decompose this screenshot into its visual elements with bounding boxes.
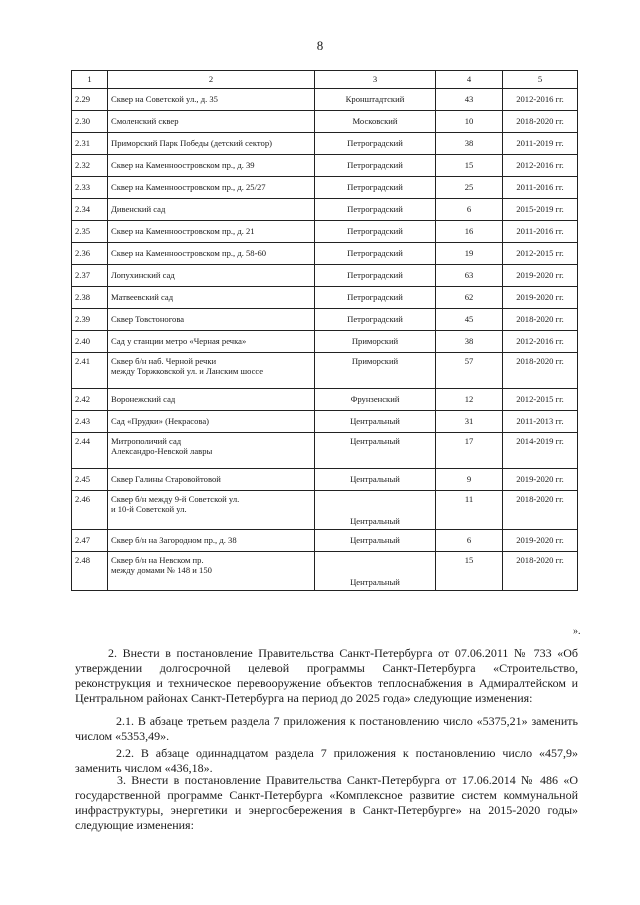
district-cell: Петроградский [315, 221, 436, 243]
object-name-cell: Лопухинский сад [108, 265, 315, 287]
objects-table [71, 70, 578, 591]
count-cell: 43 [436, 89, 503, 111]
count-cell: 11 [436, 491, 503, 530]
object-name-cell: Сквер Товстоногова [108, 309, 315, 331]
district-cell: Петроградский [315, 199, 436, 221]
row-number-cell: 2.44 [72, 433, 108, 469]
row-number-cell: 2.45 [72, 469, 108, 491]
object-name-cell: Сквер Галины Старовойтовой [108, 469, 315, 491]
district-cell: Петроградский [315, 265, 436, 287]
object-name-cell: Сквер на Каменноостровском пр., д. 58-60 [108, 243, 315, 265]
count-cell: 16 [436, 221, 503, 243]
paragraph-item-2-1: 2.1. В абзаце третьем раздела 7 приложения к постановлению число «5375,21» заменить числом «5353,49». [75, 714, 578, 743]
district-cell: Приморский [315, 353, 436, 389]
object-name-cell: Сквер б/н наб. Черной речки между Торжковской ул. и Ланским шоссе [108, 353, 315, 389]
quote-close-mark: ». [573, 626, 581, 637]
count-cell: 17 [436, 433, 503, 469]
count-cell: 6 [436, 199, 503, 221]
row-number-cell: 2.46 [72, 491, 108, 530]
count-cell: 31 [436, 411, 503, 433]
table-row [72, 89, 578, 111]
years-cell: 2012-2015 гг. [503, 243, 578, 265]
table-row [72, 433, 578, 469]
object-name-cell: Дивенский сад [108, 199, 315, 221]
table-row [72, 155, 578, 177]
row-number-cell: 2.30 [72, 111, 108, 133]
district-cell: Кронштадтский [315, 89, 436, 111]
paragraph-item-3: 3. Внести в постановление Правительства Санкт-Петербурга от 17.06.2014 № 486 «О государственной программе Санкт-Петербурга «Комплексное развитие систем коммунальной инфраструктуры, энергетики и энергосбережения в Санкт-Петербурге» на 2015-2020 годы» следующие изменения: [75, 773, 578, 832]
district-cell: Петроградский [315, 243, 436, 265]
table-row [72, 411, 578, 433]
district-cell: Центральный [315, 552, 436, 591]
table-row [72, 221, 578, 243]
object-name-cell: Сад «Прудки» (Некрасова) [108, 411, 315, 433]
row-number-cell: 2.41 [72, 353, 108, 389]
district-cell: Петроградский [315, 177, 436, 199]
count-cell: 9 [436, 469, 503, 491]
row-number-cell: 2.31 [72, 133, 108, 155]
district-cell: Центральный [315, 411, 436, 433]
count-cell: 19 [436, 243, 503, 265]
years-cell: 2018-2020 гг. [503, 353, 578, 389]
object-name-cell: Приморский Парк Победы (детский сектор) [108, 133, 315, 155]
row-number-cell: 2.35 [72, 221, 108, 243]
district-cell: Петроградский [315, 287, 436, 309]
table-row [72, 177, 578, 199]
years-cell: 2018-2020 гг. [503, 552, 578, 591]
years-cell: 2011-2016 гг. [503, 177, 578, 199]
table-row [72, 309, 578, 331]
row-number-cell: 2.40 [72, 331, 108, 353]
object-name-cell: Воронежский сад [108, 389, 315, 411]
object-name-cell: Сквер на Каменноостровском пр., д. 25/27 [108, 177, 315, 199]
row-number-cell: 2.37 [72, 265, 108, 287]
count-cell: 57 [436, 353, 503, 389]
district-cell: Приморский [315, 331, 436, 353]
years-cell: 2012-2015 гг. [503, 389, 578, 411]
years-cell: 2018-2020 гг. [503, 491, 578, 530]
years-cell: 2018-2020 гг. [503, 111, 578, 133]
table-row [72, 331, 578, 353]
district-cell: Петроградский [315, 155, 436, 177]
count-cell: 6 [436, 530, 503, 552]
years-cell: 2012-2016 гг. [503, 89, 578, 111]
table-row [72, 552, 578, 591]
paragraph-item-2-2: 2.2. В абзаце одиннадцатом раздела 7 приложения к постановлению число «457,9» заменить числом «436,18». [75, 746, 578, 775]
table-row [72, 287, 578, 309]
row-number-cell: 2.42 [72, 389, 108, 411]
years-cell: 2018-2020 гг. [503, 309, 578, 331]
count-cell: 38 [436, 331, 503, 353]
row-number-cell: 2.32 [72, 155, 108, 177]
object-name-cell: Сквер б/н на Загородном пр., д. 38 [108, 530, 315, 552]
header-cell: 2 [108, 71, 315, 89]
count-cell: 62 [436, 287, 503, 309]
table-header-row [72, 71, 578, 89]
object-name-cell: Смоленский сквер [108, 111, 315, 133]
count-cell: 25 [436, 177, 503, 199]
district-cell: Центральный [315, 491, 436, 530]
row-number-cell: 2.36 [72, 243, 108, 265]
row-number-cell: 2.43 [72, 411, 108, 433]
table-row [72, 243, 578, 265]
table-row [72, 111, 578, 133]
count-cell: 45 [436, 309, 503, 331]
district-cell: Петроградский [315, 309, 436, 331]
count-cell: 10 [436, 111, 503, 133]
table-row [72, 469, 578, 491]
district-cell: Центральный [315, 433, 436, 469]
years-cell: 2015-2019 гг. [503, 199, 578, 221]
row-number-cell: 2.39 [72, 309, 108, 331]
object-name-cell: Сквер на Каменноостровском пр., д. 39 [108, 155, 315, 177]
count-cell: 15 [436, 552, 503, 591]
paragraph-item-2: 2. Внести в постановление Правительства Санкт-Петербурга от 07.06.2011 № 733 «Об утверждении долгосрочной целевой программы Санкт-Петербурга «Строительство, реконструкция и техническое перевооружение объектов теплоснабжения в Адмиралтейском и Центральном районах Санкт-Петербурга на период до 2025 года» следующие изменения: [75, 646, 578, 705]
object-name-cell: Матвеевский сад [108, 287, 315, 309]
district-cell: Петроградский [315, 133, 436, 155]
table-row [72, 389, 578, 411]
years-cell: 2012-2016 гг. [503, 331, 578, 353]
district-cell: Московский [315, 111, 436, 133]
years-cell: 2012-2016 гг. [503, 155, 578, 177]
years-cell: 2014-2019 гг. [503, 433, 578, 469]
object-name-cell: Сквер на Каменноостровском пр., д. 21 [108, 221, 315, 243]
row-number-cell: 2.34 [72, 199, 108, 221]
district-cell: Центральный [315, 530, 436, 552]
header-cell: 4 [436, 71, 503, 89]
table-row [72, 491, 578, 530]
row-number-cell: 2.29 [72, 89, 108, 111]
district-cell: Центральный [315, 469, 436, 491]
row-number-cell: 2.47 [72, 530, 108, 552]
years-cell: 2011-2013 гг. [503, 411, 578, 433]
table-row [72, 133, 578, 155]
years-cell: 2019-2020 гг. [503, 469, 578, 491]
table-row [72, 265, 578, 287]
row-number-cell: 2.33 [72, 177, 108, 199]
count-cell: 63 [436, 265, 503, 287]
years-cell: 2011-2016 гг. [503, 221, 578, 243]
header-cell: 5 [503, 71, 578, 89]
table-row [72, 353, 578, 389]
header-cell: 3 [315, 71, 436, 89]
count-cell: 15 [436, 155, 503, 177]
district-cell: Фрунзенский [315, 389, 436, 411]
object-name-cell: Сквер б/н между 9-й Советской ул. и 10-й Советской ул. [108, 491, 315, 530]
table-row [72, 199, 578, 221]
object-name-cell: Митрополичий сад Александро-Невской лавры [108, 433, 315, 469]
row-number-cell: 2.48 [72, 552, 108, 591]
years-cell: 2011-2019 гг. [503, 133, 578, 155]
table-row [72, 530, 578, 552]
years-cell: 2019-2020 гг. [503, 287, 578, 309]
header-cell: 1 [72, 71, 108, 89]
row-number-cell: 2.38 [72, 287, 108, 309]
count-cell: 12 [436, 389, 503, 411]
object-name-cell: Сквер б/н на Невском пр. между домами № 148 и 150 [108, 552, 315, 591]
years-cell: 2019-2020 гг. [503, 265, 578, 287]
years-cell: 2019-2020 гг. [503, 530, 578, 552]
object-name-cell: Сад у станции метро «Черная речка» [108, 331, 315, 353]
page-number: 8 [316, 38, 324, 53]
object-name-cell: Сквер на Советской ул., д. 35 [108, 89, 315, 111]
count-cell: 38 [436, 133, 503, 155]
